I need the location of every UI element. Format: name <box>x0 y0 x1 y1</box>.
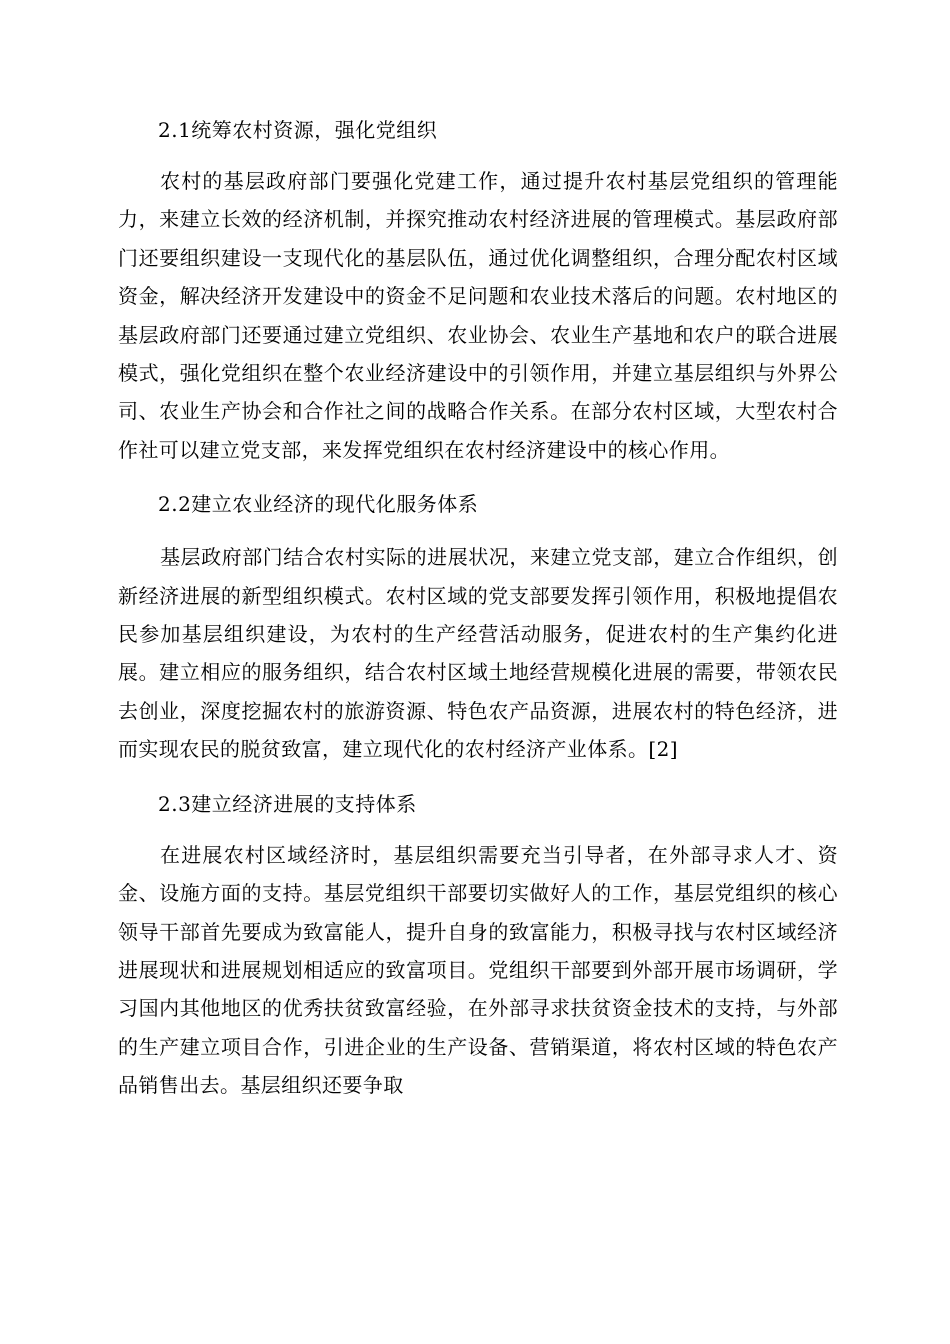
section-paragraph-2-3: 在进展农村区域经济时，基层组织需要充当引导者，在外部寻求人才、资金、设施方面的支持。基层党组织干部要切实做好人的工作，基层党组织的核心领导干部首先要成为致富能人，提升自身的致富能力，积极寻找与农村区域经济进展现状和进展规划相适应的致富项目。党组织干部要到外部开展市场调研，学习国内其他地区的优秀扶贫致富经验，在外部寻求扶贫资金技术的支持，与外部的生产建立项目合作，引进企业的生产设备、营销渠道，将农村区域的特色农产品销售出去。基层组织还要争取 <box>118 842 838 1098</box>
section-heading-2-1: 2.1统筹农村资源，强化党组织 <box>158 118 438 142</box>
section-paragraph-2-2: 基层政府部门结合农村实际的进展状况，来建立党支部，建立合作组织，创新经济进展的新型组织模式。农村区域的党支部要发挥引领作用，积极地提倡农民参加基层组织建设，为农村的生产经营活动服务，促进农村的生产集约化进展。建立相应的服务组织，结合农村区域土地经营规模化进展的需要，带领农民去创业，深度挖掘农村的旅游资源、特色农产品资源，进展农村的特色经济，进而实现农民的脱贫致富，建立现代化的农村经济产业体系。[2] <box>118 545 838 762</box>
section-heading-2-3: 2.3建立经济进展的支持体系 <box>158 791 417 816</box>
document-page <box>118 112 838 1105</box>
section-heading-2-2: 2.2建立农业经济的现代化服务体系 <box>158 492 479 517</box>
section-paragraph-2-1: 农村的基层政府部门要强化党建工作，通过提升农村基层党组织的管理能力，来建立长效的经济机制，并探究推动农村经济进展的管理模式。基层政府部门还要组织建设一支现代化的基层队伍，通过优化调整组织，合理分配农村区域资金，解决经济开发建设中的资金不足问题和农业技术落后的问题。农村地区的基层政府部门还要通过建立党组织、农业协会、农业生产基地和农户的联合进展模式，强化党组织在整个农业经济建设中的引领作用，并建立基层组织与外界公司、农业生产协会和合作社之间的战略合作关系。在部分农村区域，大型农村合作社可以建立党支部，来发挥党组织在农村经济建设中的核心作用。 <box>118 169 838 462</box>
